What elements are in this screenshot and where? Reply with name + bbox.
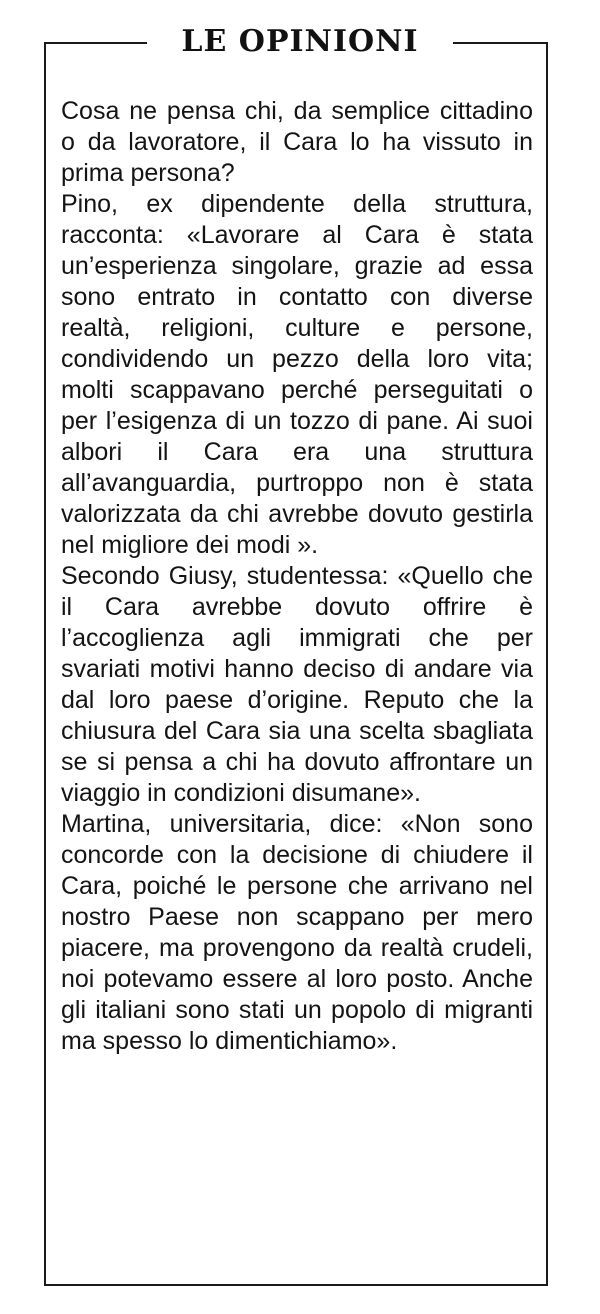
paragraph-pino: Pino, ex dipendente della struttura, racconta: «Lavorare al Cara è stata un’esperienza singolare, grazie ad essa sono entrato in contatto con diverse realtà, religioni, culture e persone, condividendo un pezzo della loro vita; molti scappavano perché perseguitati o per l’esigenza di un tozzo di pane. Ai suoi albori il Cara era una struttura all’avanguardia, purtroppo non è stata valorizzata da chi avrebbe dovuto gestirla nel migliore dei modi ». [61,190,533,559]
paragraph-intro: Cosa ne pensa chi, da semplice cittadino o da lavoratore, il Cara lo ha vissuto in prima persona? [61,97,533,187]
title-wrapper [0,22,600,62]
article-title: LE OPINIONI [147,22,452,62]
paragraph-martina: Martina, universitaria, dice: «Non sono concorde con la decisione di chiudere il Cara, poiché le persone che arrivano nel nostro Paese non scappano per mero piacere, ma provengono da realtà crudeli, noi potevamo essere al loro posto. Anche gli italiani sono stati un popolo di migranti ma spesso lo dimentichiamo». [61,810,533,1055]
article-body [61,96,533,1057]
paragraph-giusy: Secondo Giusy, studentessa: «Quello che il Cara avrebbe dovuto offrire è l’accoglienza agli immigrati che per svariati motivi hanno deciso di andare via dal loro paese d’origine. Reputo che la chiusura del Cara sia una scelta sbagliata se si pensa a chi ha dovuto affrontare un viaggio in condizioni disumane». [61,562,533,807]
